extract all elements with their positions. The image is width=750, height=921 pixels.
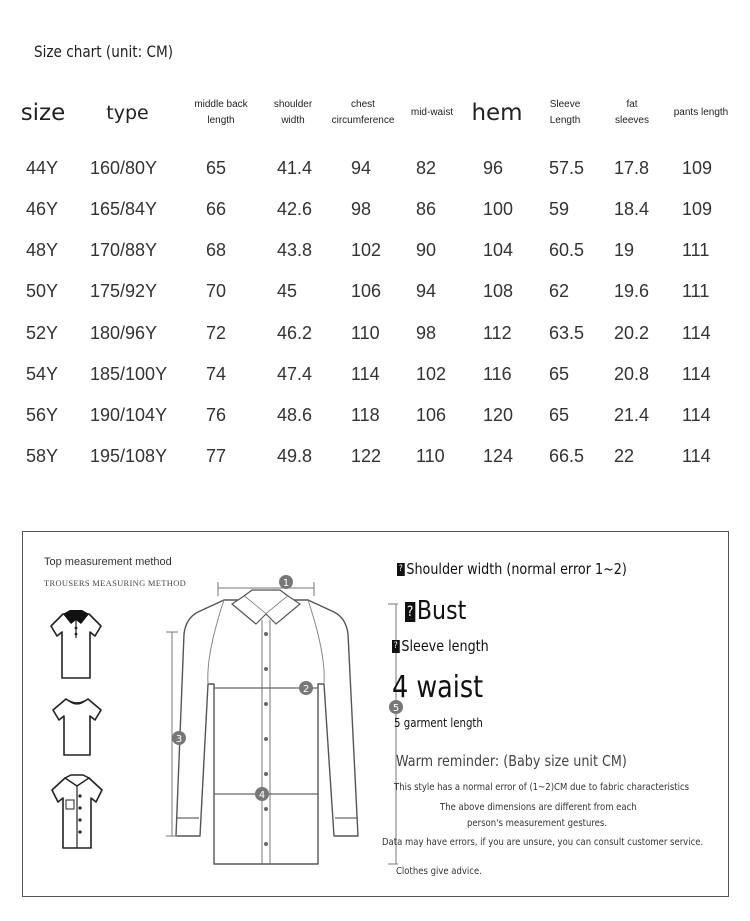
cell-hem: 100 xyxy=(483,199,514,219)
cell-type: 190/104Y xyxy=(90,405,168,425)
cell-size: 54Y xyxy=(26,364,59,384)
header-shoulder-width: shoulder width xyxy=(273,99,313,126)
legend-bust xyxy=(405,596,466,626)
cell-fat-sleeves: 18.4 xyxy=(614,199,650,219)
cell-size: 52Y xyxy=(26,323,59,343)
cell-type: 160/80Y xyxy=(90,158,158,178)
table-row xyxy=(20,400,735,430)
cell-sleeve-length: 60.5 xyxy=(549,240,585,260)
cell-size: 58Y xyxy=(26,446,59,466)
cell-middle-back-length: 65 xyxy=(206,158,227,178)
cell-shoulder-width: 49.8 xyxy=(277,446,313,466)
cell-pants-length: 111 xyxy=(682,281,710,301)
cell-fat-sleeves: 19 xyxy=(614,240,635,260)
reminder-line: Clothes give advice. xyxy=(396,866,482,877)
cell-shoulder-width: 42.6 xyxy=(277,199,313,219)
cell-pants-length: 109 xyxy=(682,158,713,178)
cell-sleeve-length: 63.5 xyxy=(549,323,585,343)
legend-garment-length: 5 garment length xyxy=(394,716,483,730)
reminder-line: Data may have errors, if you are unsure, you can consult customer service. xyxy=(382,837,704,848)
cell-fat-sleeves: 20.8 xyxy=(614,364,650,384)
svg-text:5: 5 xyxy=(392,703,400,714)
cell-type: 170/88Y xyxy=(90,240,158,260)
cell-size: 46Y xyxy=(26,199,59,219)
cell-shoulder-width: 48.6 xyxy=(277,405,313,425)
t-shirt-icon xyxy=(49,695,105,759)
marker-3-icon xyxy=(172,731,186,745)
table-row xyxy=(20,318,735,348)
legend-shoulder-text: Shoulder width (normal error 1~2) xyxy=(406,560,627,578)
header-middle-back-length: middle back length xyxy=(194,99,248,126)
table-row xyxy=(20,359,735,389)
cell-pants-length: 114 xyxy=(682,323,711,343)
cell-size: 50Y xyxy=(26,281,59,301)
cell-shoulder-width: 45 xyxy=(277,281,298,301)
cell-middle-back-length: 68 xyxy=(206,240,227,260)
cell-hem: 120 xyxy=(483,405,514,425)
svg-text:4: 4 xyxy=(258,790,266,801)
marker-2-icon xyxy=(299,681,313,695)
cell-chest: 98 xyxy=(351,199,372,219)
header-mid-waist: mid-waist xyxy=(410,107,454,118)
cell-hem: 108 xyxy=(483,281,514,301)
cell-hem: 116 xyxy=(483,364,512,384)
cell-middle-back-length: 77 xyxy=(206,446,227,466)
cell-chest: 102 xyxy=(351,240,382,260)
cell-mid-waist: 110 xyxy=(416,446,445,466)
cell-sleeve-length: 59 xyxy=(549,199,570,219)
header-size: size xyxy=(20,100,66,126)
cell-type: 165/84Y xyxy=(90,199,158,219)
bullet-marker-icon: ? xyxy=(393,641,398,651)
cell-type: 185/100Y xyxy=(90,364,168,384)
long-sleeve-shirt-diagram xyxy=(148,574,398,884)
cell-type: 180/96Y xyxy=(90,323,158,343)
cell-sleeve-length: 65 xyxy=(549,405,570,425)
marker-4-icon xyxy=(255,787,269,801)
cell-mid-waist: 86 xyxy=(416,199,437,219)
cell-pants-length: 111 xyxy=(682,240,710,260)
cell-chest: 110 xyxy=(351,323,380,343)
cell-mid-waist: 82 xyxy=(416,158,437,178)
legend-shoulder-width xyxy=(397,560,627,578)
cell-hem: 96 xyxy=(483,158,504,178)
cell-chest: 118 xyxy=(351,405,380,425)
svg-text:3: 3 xyxy=(175,734,183,745)
cell-pants-length: 114 xyxy=(682,405,711,425)
header-fat-sleeves: fat sleeves xyxy=(615,99,649,126)
reminder-line: This style has a normal error of (1~2)CM due to fabric characteristics xyxy=(394,782,690,793)
cell-fat-sleeves: 22 xyxy=(614,446,635,466)
cell-mid-waist: 90 xyxy=(416,240,437,260)
cell-hem: 112 xyxy=(483,323,512,343)
cell-size: 44Y xyxy=(26,158,59,178)
cell-chest: 94 xyxy=(351,158,372,178)
header-chest-circumference: chest circumference xyxy=(331,99,395,126)
cell-mid-waist: 98 xyxy=(416,323,437,343)
legend-waist: 4 waist xyxy=(392,670,484,705)
cell-pants-length: 114 xyxy=(682,446,711,466)
measurement-method-panel xyxy=(22,531,729,897)
cell-middle-back-length: 76 xyxy=(206,405,227,425)
cell-pants-length: 114 xyxy=(682,364,711,384)
cell-type: 195/108Y xyxy=(90,446,168,466)
cell-type: 175/92Y xyxy=(90,281,158,301)
cell-fat-sleeves: 19.6 xyxy=(614,281,650,301)
cell-middle-back-length: 72 xyxy=(206,323,227,343)
cell-mid-waist: 106 xyxy=(416,405,447,425)
cell-shoulder-width: 41.4 xyxy=(277,158,313,178)
cell-middle-back-length: 74 xyxy=(206,364,227,384)
marker-1-icon xyxy=(279,575,293,589)
cell-chest: 114 xyxy=(351,364,380,384)
legend-sleeve-text: Sleeve length xyxy=(401,637,489,655)
svg-text:1: 1 xyxy=(282,578,290,589)
measurement-subtitle: TROUSERS MEASURING METHOD xyxy=(44,578,187,588)
cell-sleeve-length: 62 xyxy=(549,281,570,301)
legend-sleeve-length xyxy=(392,637,489,655)
cell-size: 56Y xyxy=(26,405,59,425)
measurement-title: Top measurement method xyxy=(44,556,172,568)
bullet-marker-icon: ? xyxy=(398,564,403,574)
cell-chest: 106 xyxy=(351,281,382,301)
polo-shirt-icon xyxy=(47,608,105,682)
table-row xyxy=(20,235,735,265)
cell-mid-waist: 102 xyxy=(416,364,447,384)
cell-fat-sleeves: 20.2 xyxy=(614,323,650,343)
cell-sleeve-length: 66.5 xyxy=(549,446,585,466)
header-pants-length: pants length xyxy=(673,107,729,118)
cell-fat-sleeves: 21.4 xyxy=(614,405,650,425)
cell-middle-back-length: 70 xyxy=(206,281,227,301)
reminder-line: person's measurement gestures. xyxy=(467,818,608,829)
svg-text:2: 2 xyxy=(302,684,310,695)
cell-middle-back-length: 66 xyxy=(206,199,227,219)
bullet-marker-icon: ? xyxy=(406,603,414,620)
cell-shoulder-width: 46.2 xyxy=(277,323,313,343)
button-shirt-icon xyxy=(47,772,107,852)
legend-bust-text: Bust xyxy=(416,596,467,626)
cell-sleeve-length: 57.5 xyxy=(549,158,585,178)
table-row xyxy=(20,194,735,224)
table-row xyxy=(20,441,735,471)
size-chart-caption: Size chart (unit: CM) xyxy=(34,42,174,61)
header-type: type xyxy=(106,102,149,124)
header-sleeve-length: Sleeve Length xyxy=(549,99,581,126)
cell-chest: 122 xyxy=(351,446,382,466)
cell-hem: 104 xyxy=(483,240,514,260)
header-hem: hem xyxy=(471,100,523,126)
cell-fat-sleeves: 17.8 xyxy=(614,158,650,178)
warm-reminder-title: Warm reminder: (Baby size unit CM) xyxy=(396,752,627,770)
cell-sleeve-length: 65 xyxy=(549,364,570,384)
cell-shoulder-width: 47.4 xyxy=(277,364,313,384)
cell-hem: 124 xyxy=(483,446,514,466)
cell-shoulder-width: 43.8 xyxy=(277,240,313,260)
cell-mid-waist: 94 xyxy=(416,281,437,301)
cell-pants-length: 109 xyxy=(682,199,713,219)
table-header-row xyxy=(20,88,735,138)
table-row xyxy=(20,153,735,183)
cell-size: 48Y xyxy=(26,240,59,260)
table-row xyxy=(20,276,735,306)
reminder-line: The above dimensions are different from each xyxy=(440,802,637,813)
